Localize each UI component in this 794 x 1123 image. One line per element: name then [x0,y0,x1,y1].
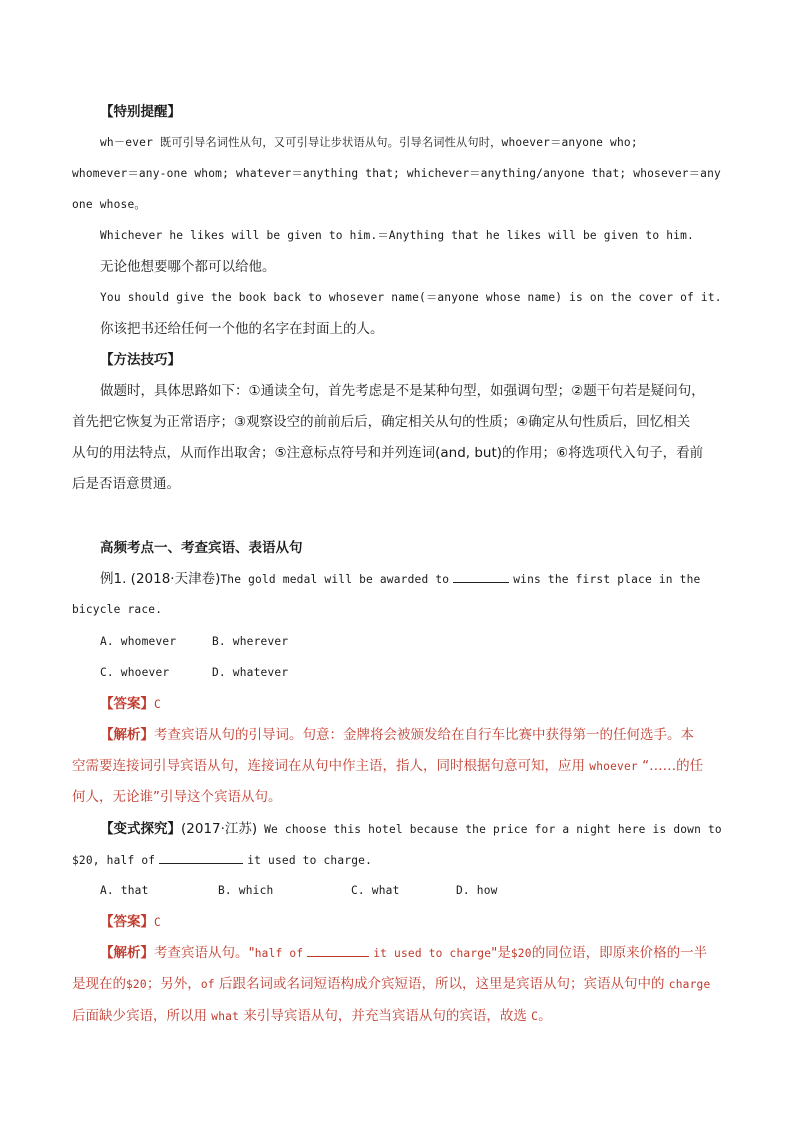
example-1-option-a: A. whomever [100,635,177,648]
example-2-option-b: B. which [218,884,274,897]
example-1-option-b: B. wherever [212,635,289,648]
example-2-analysis-line-3: 后面缺少宾语，所以用 what 来引导宾语从句，并充当宾语从句的宾语，故选 C。 [72,1008,552,1024]
tip-paragraph-line-1: wh－ever 既可引导名词性从句，又可引导让步状语从句。引导名词性从句时，whoever＝anyone who; [100,136,638,149]
example-1-label: 例1. (2018·天津卷) [100,571,221,587]
tip-example-1-chinese: 无论他想要哪个都可以给他。 [100,259,276,275]
example-1-analysis-line-2: 空需要连接词引导宾语从句，连接词在从句中作主语，指人，同时根据句意可知，应用 whoever “……的任 [72,758,704,774]
example-2-analysis-line-1: 【解析】考查宾语从句。"half of it used to charge"是$20的同位语，即原来价格的一半 [100,945,708,961]
answer-label: 【答案】 [100,914,154,930]
example-1-stem [100,571,700,588]
tip-paragraph-line-2: whomever＝any-one whom; whatever＝anything that; whichever＝anything/anyone that; whosever＝any [72,167,721,180]
section-title: 高频考点一、考查宾语、表语从句 [100,540,303,556]
answer-blank [453,571,509,583]
example-1-answer [100,696,161,713]
analysis-label: 【解析】 [100,945,154,961]
example-2-option-d: D. how [456,884,498,897]
example-1-stem-b: wins the first place in the [513,573,701,586]
analysis-blank [307,945,369,957]
example-2-option-c: C. what [351,884,400,897]
method-line-4: 后是否语意贯通。 [72,476,180,492]
method-line-1: 做题时，具体思路如下：①通读全句，首先考虑是不是某种句型，如强调句型；②题干句若是疑问句， [100,383,705,399]
answer-value: C [154,698,161,711]
method-line-3: 从句的用法特点，从而作出取舍；⑤注意标点符号和并列连词(and, but)的作用；⑥将选项代入句子，看前 [72,445,704,461]
example-1-option-c: C. whoever [100,666,170,679]
answer-value: C [154,916,161,929]
answer-blank [159,852,243,864]
method-heading: 【方法技巧】 [100,352,181,368]
example-1-stem-c: bicycle race. [72,603,163,616]
analysis-label: 【解析】 [100,727,154,743]
method-line-2: 首先把它恢复为正常语序；③观察设空的前前后后，确定相关从句的性质；④确定从句性质后，回忆相关 [72,414,691,430]
tip-example-2-chinese: 你该把书还给任何一个他的名字在封面上的人。 [100,321,384,337]
tip-example-2-english: You should give the book back to whosever name(＝anyone whose name) is on the cover of it. [100,291,722,304]
example-2-answer [100,914,161,931]
example-1-analysis-line-3: 何人，无论谁”引导这个宾语从句。 [72,789,282,805]
example-1-stem-a: The gold medal will be awarded to [220,573,450,586]
example-2-option-a: A. that [100,884,149,897]
tip-heading: 【特别提醒】 [100,104,181,120]
example-2-source: (2017·江苏) [181,821,258,837]
example-1-analysis-line-1: 【解析】考查宾语从句的引导词。句意：金牌将会被颁发给在自行车比赛中获得第一的任何选手。本 [100,727,694,743]
example-2-label: 【变式探究】 [100,821,181,837]
tip-paragraph-line-3: one whose。 [72,198,146,211]
example-2-stem-line-2: $20, half of it used to charge. [72,854,373,867]
example-2-analysis-line-2: 是现在的$20；另外，of 后跟名词或名词短语构成介宾短语，所以，这里是宾语从句；宾语从句中的 charge [72,976,711,992]
answer-label: 【答案】 [100,696,154,712]
example-1-option-d: D. whatever [212,666,289,679]
tip-example-1-english: Whichever he likes will be given to him.＝Anything that he likes will be given to him. [100,229,694,242]
example-2-stem: 【变式探究】(2017·江苏) We choose this hotel because the price for a night here is down to [100,821,722,837]
